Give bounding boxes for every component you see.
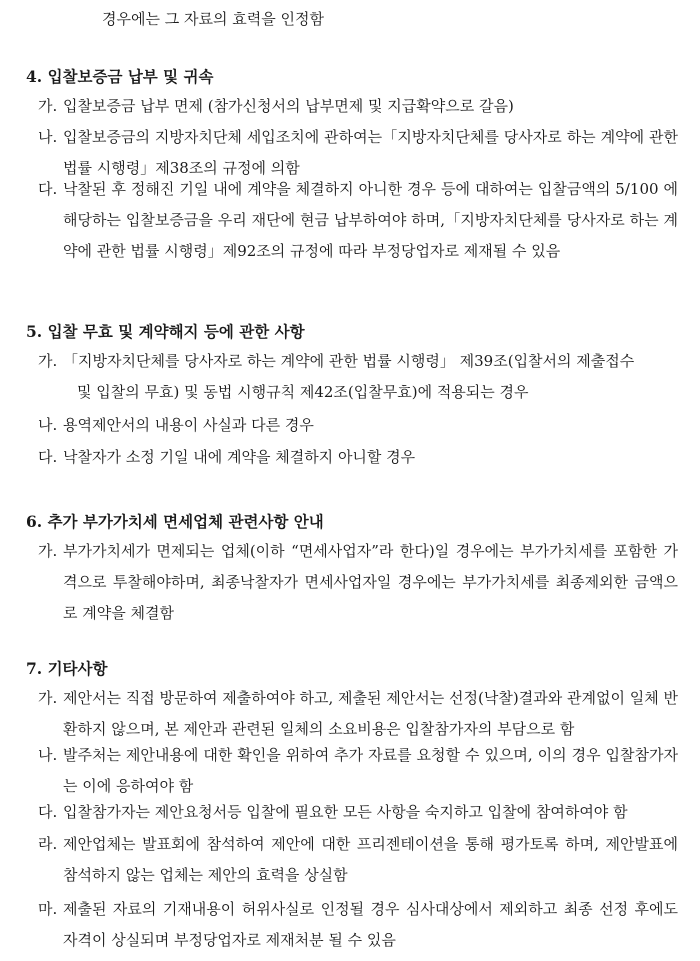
item-text: 부가가치세가 면제되는 업체(이하 “면세사업자”라 한다)일 경우에는 부가가치세를 포함한 가격으로 투찰해야하며, 최종낙찰자가 면세사업자일 경우에는 부가가치세를 최종제외한 금액으로 계약을 체결함 <box>63 542 678 622</box>
item-marker: 라. <box>38 835 58 853</box>
section-5-item-na <box>38 410 678 441</box>
item-text-line: 및 입찰의 무효) 및 동법 시행규칙 제42조(입찰무효)에 적용되는 경우 <box>77 383 529 401</box>
item-text-line: 「지방자치단체를 당사자로 하는 계약에 관한 법률 시행령」 제39조(입찰서의 제출접수 <box>63 352 635 370</box>
section-7-item-ga <box>38 683 678 745</box>
item-text: 발주처는 제안내용에 대한 확인을 위하여 추가 자료를 요청할 수 있으며, 이의 경우 입찰참가자는 이에 응하여야 함 <box>63 746 678 795</box>
item-marker: 나. <box>38 746 58 764</box>
item-marker: 다. <box>38 180 58 198</box>
item-text: 제안서는 직접 방문하여 제출하여야 하고, 제출된 제안서는 선정(낙찰)결과와 관계없이 일체 반환하지 않으며, 본 제안과 관련된 일체의 소요비용은 입찰참가자의 부담으로 함 <box>63 689 678 738</box>
section-7-item-da <box>38 797 678 828</box>
item-marker: 나. <box>38 416 58 434</box>
item-text: 입찰참가자는 제안요청서등 입찰에 필요한 모든 사항을 숙지하고 입찰에 참여하여야 함 <box>63 803 628 821</box>
section-5-item-ga <box>38 346 678 408</box>
section-4-item-da <box>38 174 678 267</box>
section-6-item-ga <box>38 536 678 629</box>
item-marker: 나. <box>38 128 58 146</box>
intro-line: 경우에는 그 자료의 효력을 인정함 <box>102 10 324 28</box>
section-7-item-ma <box>38 894 678 956</box>
item-text: 낙찰자가 소정 기일 내에 계약을 체결하지 아니할 경우 <box>63 448 416 466</box>
item-text: 용역제안서의 내용이 사실과 다른 경우 <box>63 416 314 434</box>
section-6-heading: 6. 추가 부가가치세 면세업체 관련사항 안내 <box>26 512 324 531</box>
item-text: 입찰보증금 납부 면제 (참가신청서의 납부면제 및 지급확약으로 갈음) <box>63 97 514 115</box>
item-marker: 가. <box>38 352 58 370</box>
section-5-heading: 5. 입찰 무효 및 계약해지 등에 관한 사항 <box>26 322 305 341</box>
section-4-item-ga <box>38 91 678 122</box>
item-text: 제출된 자료의 기재내용이 허위사실로 인정될 경우 심사대상에서 제외하고 최종 선정 후에도 자격이 상실되며 부정당업자로 제재처분 될 수 있음 <box>63 900 678 949</box>
section-7-item-na <box>38 740 678 802</box>
section-7-item-ra <box>38 829 678 891</box>
item-marker: 다. <box>38 803 58 821</box>
item-text: 입찰보증금의 지방자치단체 세입조치에 관하여는「지방자치단체를 당사자로 하는 계약에 관한 법률 시행령」제38조의 규정에 의함 <box>63 128 678 177</box>
item-text <box>38 346 678 408</box>
item-marker: 다. <box>38 448 58 466</box>
item-marker: 가. <box>38 97 58 115</box>
section-7-heading: 7. 기타사항 <box>26 659 108 678</box>
item-marker: 마. <box>38 900 58 918</box>
item-text: 제안업체는 발표회에 참석하여 제안에 대한 프리젠테이션을 통해 평가토록 하며, 제안발표에 참석하지 않는 업체는 제안의 효력을 상실함 <box>63 835 678 884</box>
item-text: 낙찰된 후 정해진 기일 내에 계약을 체결하지 아니한 경우 등에 대하여는 입찰금액의 5/100 에 해당하는 입찰보증금을 우리 재단에 현금 납부하여야 하며,「지방자치단체를 당사자로 하는 계약에 관한 법률 시행령」제92조의 규정에 따라 부정당업자로 제재될 수 있음 <box>63 180 678 260</box>
section-4-heading: 4. 입찰보증금 납부 및 귀속 <box>26 67 214 86</box>
section-5-item-da <box>38 442 678 473</box>
item-marker: 가. <box>38 542 58 560</box>
item-marker: 가. <box>38 689 58 707</box>
